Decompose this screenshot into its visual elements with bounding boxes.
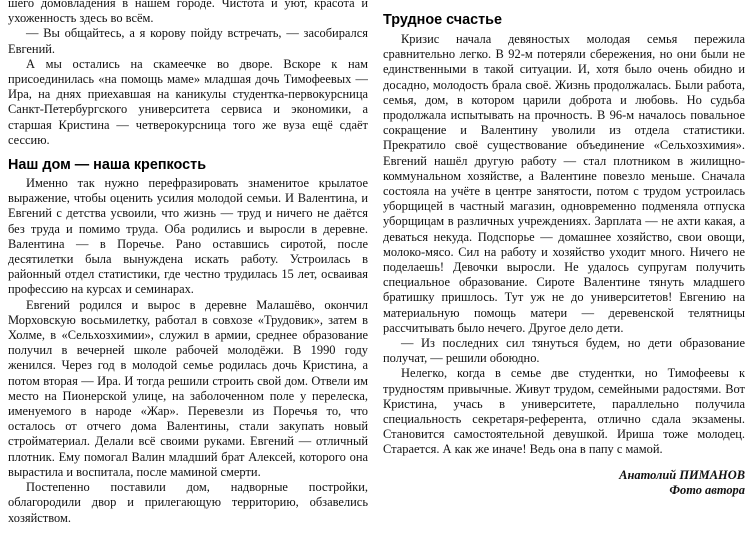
author-name: Анатолий ПИМАНОВ xyxy=(619,467,745,482)
left-column xyxy=(8,0,368,556)
section-heading: Наш дом — наша крепкость xyxy=(8,157,207,174)
article-paragraph: Именно так нужно перефразировать знаменитое крылатое выражение, чтобы оценить усилия молодой семьи. И Валентина, и Евгений с детства усвоили, что жизнь — труд и ничего не даётся без труда и помимо труда. Оба родились и выросли в деревне. Валентина — в Поречье. Рано оставшись сиротой, после десятилетки была вынуждена искать работу. Устроилась в районный отдел статистики, где честно трудилась 15 лет, осваивая профессию на курсах и семинарах. xyxy=(8,176,368,297)
photo-credit: Фото автора xyxy=(669,482,745,497)
article-credits xyxy=(383,468,745,498)
article-paragraph: Евгений родился и вырос в деревне Малашёво, окончил Морховскую восьмилетку, работал в совхозе «Трудовик», затем в Холме, в «Сельхозхимии», служил в армии, среднее образование получил в вечерней школе рабочей молодёжи. В 1990 году женился. Через год в молодой семье родилась дочь Кристина, а потом вторая — Ира. И тогда решили строить свой дом. Отвели им место на Пионерской улице, на заболоченном поле у перелеска, именуемого в народе «Жар». Перевезли из Поречья то, что осталось от отчего дома Валентины, стали закупать новый стройматериал. Делали всё своими руками. Евгений — отличный плотник. Ему помогал Валин младший брат Алексей, которого она вырастила и воспитала, после маминой смерти. xyxy=(8,297,368,479)
right-column xyxy=(383,0,745,556)
article-paragraph: Нелегко, когда в семье две студентки, но Тимофеевы к трудностям привычные. Живут трудом, семейными радостями. Вот Кристина, учась в университете, параллельно получила специальность секретаря-референта, отлично сдала экзамены. Становится самостоятельной девушкой. Ириша тоже молодец. Старается. А как же иначе! Ведь она в папу с мамой. xyxy=(383,366,745,457)
article-paragraph: — Вы общайтесь, а я корову пойду встречать, — засобирался Евгений. xyxy=(8,26,368,56)
article-paragraph: шего домовладения в нашем городе. Чистота и уют, красота и ухоженность здесь во всём. xyxy=(8,0,368,26)
article-paragraph: Кризис начала девяностых молодая семья пережила сравнительно легко. В 92-м потеряли сбережения, но они были не единственными в такой ситуации. И, хотя было очень обидно и досадно, молодость брала своё. Жизнь продолжалась. Были работа, семья, дом, в котором царили доброта и любовь. Но судьба продолжала испытывать на прочность. В 96-м началось повальное сокращение и Валентину уволили из отдела статистики. Прекратило своё существование объединение «Сельхозхимия». Евгений нашёл другую работу — стал плотником в жилищно-коммунальном хозяйстве, а Валентине повезло меньше. Сначала состояла на учёте в центре занятости, потом с трудом устроилась уборщицей в частный магазин, одновременно подменяла отпуска уборщицам в различных учреждениях. Зарплата — не ахти какая, а деваться некуда. Подспорье — домашнее хозяйство, свои овощи, молоко-мясо. Сил на работу и хозяйство уходит много. Ничего не поделаешь! Девочки выросли. Не удалось супругам получить специальное образование. Сироте Валентине тянуть младшего братишку пришлось. Тут уж не до университетов! Евгению на материальную помощь матери — деревенской телятницы рассчитывать было нечего. Другое дело дети. xyxy=(383,32,745,335)
article-paragraph: А мы остались на скамеечке во дворе. Вскоре к нам присоединилась «на помощь маме» младшая дочь Тимофеевых — Ира, на днях приехавшая на каникулы студентка-первокурсница Санкт-Петербургского университета сервиса и экономики, а старшая Кристина — четверокурсница того же вуза ещё сдаёт сессию. xyxy=(8,56,368,147)
article-paragraph: — Из последних сил тянуться будем, но дети образование получат, — решили обоюдно. xyxy=(383,336,745,366)
article-paragraph: Постепенно поставили дом, надворные постройки, облагородили двор и прилегающую территорию, обзавелись хозяйством. xyxy=(8,480,368,525)
section-heading: Трудное счастье xyxy=(383,12,502,28)
